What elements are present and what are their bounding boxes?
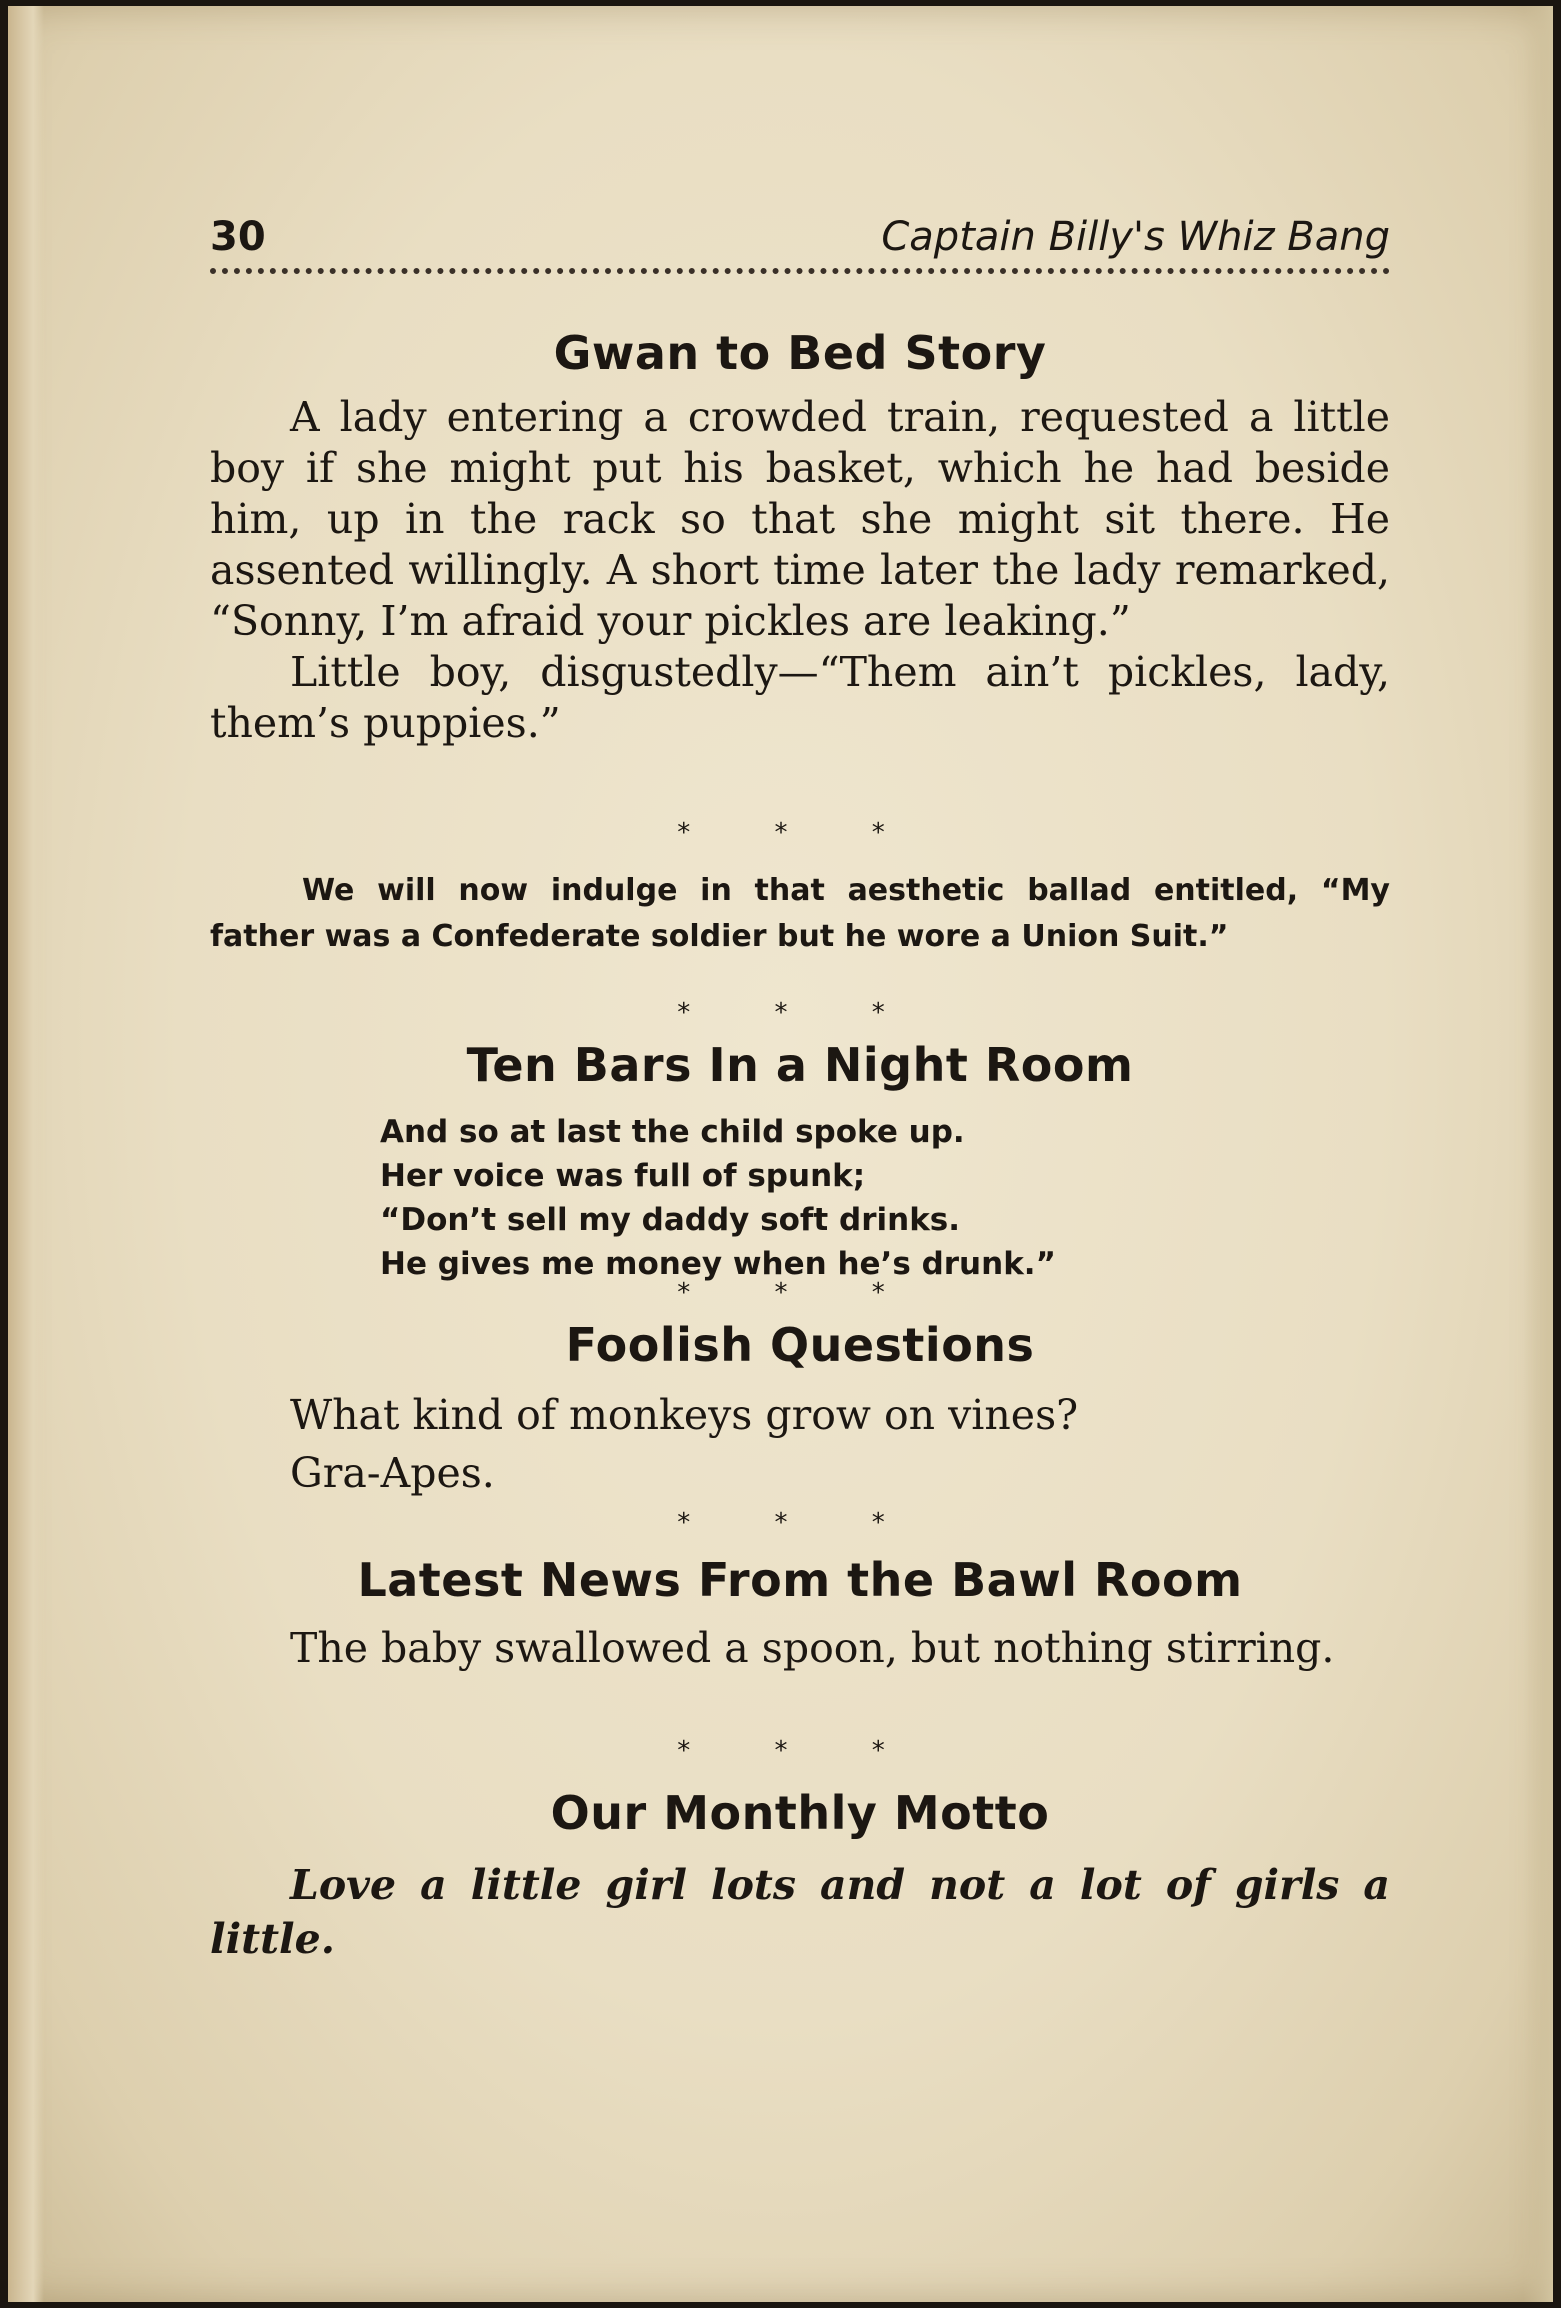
news-paragraph: The baby swallowed a spoon, but nothing stirring. [290,1624,1335,1672]
story-paragraph: Little boy, disgustedly—“Them ain’t pickles, lady, them’s puppies.” [210,648,1390,747]
page-binding-edge [8,6,44,2302]
heading-monthly-motto: Our Monthly Motto [550,1786,1050,1840]
running-header [210,208,1390,274]
verse-line: He gives me money when he’s drunk.” [380,1246,1056,1282]
question-line: What kind of monkeys grow on vines? [290,1391,1079,1439]
separator-stars: * * * [677,818,923,848]
verse-line: Her voice was full of spunk; [380,1158,866,1194]
motto-text: Love a little girl lots and not a lot of girls a little. [210,1861,1390,1963]
heading-ten-bars: Ten Bars In a Night Room [466,1038,1134,1092]
answer-line: Gra-Apes. [290,1449,495,1497]
heading-gwan-to-bed-story: Gwan to Bed Story [553,326,1047,380]
story-body [210,392,1390,749]
story-paragraph: A lady entering a crowded train, requested a little boy if she might put his basket, which he had beside him, up in the rack so that she might sit there. He assented willingly. A short time later the lady remarked, “Sonny, I’m afraid your pickles are leaking.” [210,393,1390,645]
separator-stars: * * * [677,1508,923,1538]
verse-line: And so at last the child spoke up. [380,1114,965,1150]
poem-verse [380,1110,1280,1286]
separator-stars: * * * [677,1736,923,1766]
foolish-questions-body [290,1386,1390,1502]
heading-foolish-questions: Foolish Questions [565,1318,1035,1372]
page-number: 30 [210,214,266,260]
heading-latest-news: Latest News From the Bawl Room [357,1553,1243,1607]
running-title: Captain Billy's Whiz Bang [881,214,1390,260]
ballad-joke: We will now indulge in that aesthetic ballad entitled, “My father was a Confederate soldier but he wore a Union Suit.” [210,873,1390,954]
separator-stars: * * * [677,1278,923,1308]
separator-stars: * * * [677,998,923,1028]
latest-news-body [210,1623,1390,1674]
page-right-edge [1523,6,1553,2302]
verse-line: “Don’t sell my daddy soft drinks. [380,1202,961,1238]
